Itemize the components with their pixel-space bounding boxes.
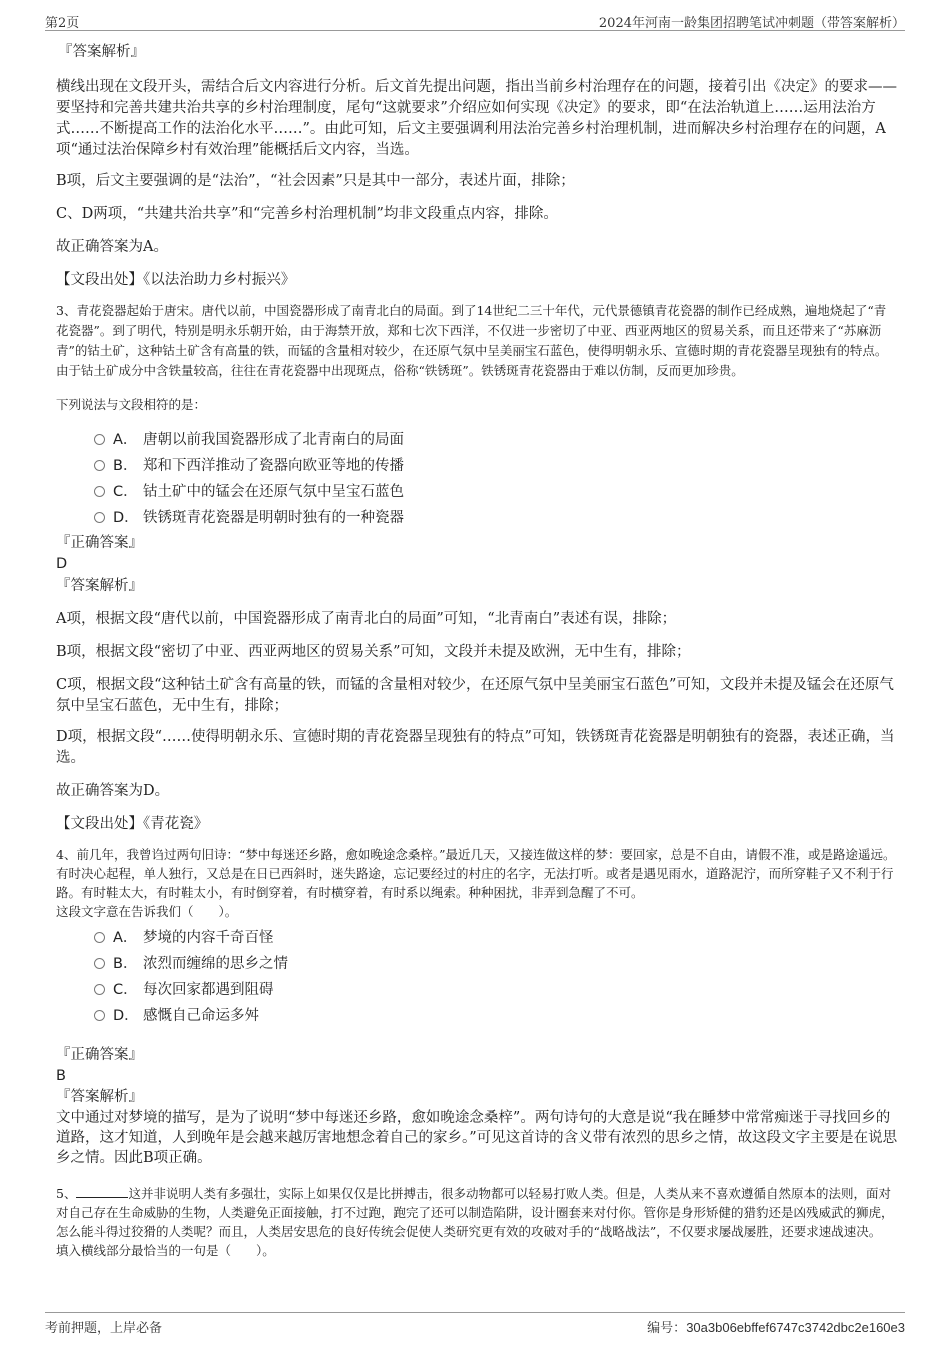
footer-code-label: 编号：	[647, 1321, 687, 1336]
q5-number: 5、	[56, 1186, 77, 1201]
radio-icon[interactable]	[94, 460, 105, 471]
page-header	[45, 10, 905, 31]
footer-slogan: 考前押题，上岸必备	[45, 1321, 163, 1336]
q3-option-c[interactable]: C． 钴土矿中的锰会在还原气氛中呈宝石蓝色	[94, 479, 898, 505]
footer-code-value: 30a3b06ebffef6747c3742dbc2e160e3	[686, 1320, 905, 1335]
q2-analysis-p1: 横线出现在文段开头，需结合后文内容进行分析。后文首先提出问题，指出当前乡村治理存在的问题，接着引出《决定》的要求——要坚持和完善共建共治共享的乡村治理制度，尾句“这就要求”介绍应如何实现《决定》的要求，即“在法治轨道上……运用法治方式……不断提高工作的法治化水平……”。由此可知，后文主要强调利用法治完善乡村治理机制，进而解决乡村治理存在的问题，A项“通过法治保障乡村有效治理”能概括后文内容，当选。	[56, 79, 897, 158]
radio-icon[interactable]	[94, 1010, 105, 1021]
q2-analysis-p3: C、D两项，“共建共治共享”和“完善乡村治理机制”均非文段重点内容，排除。	[56, 206, 558, 222]
q3-analysis-a: A项，根据文段“唐代以前，中国瓷器形成了南青北白的局面”可知，“北青南白”表述有误，排除；	[56, 611, 677, 627]
page-footer	[45, 1312, 905, 1335]
q3-analysis-b: B项，根据文段“密切了中亚、西亚两地区的贸易关系”可知，文段并未提及欧洲，无中生有，排除；	[56, 644, 691, 660]
q4-option-d[interactable]: D． 感慨自己命运多舛	[94, 1003, 898, 1029]
q4-analysis: 文中通过对梦境的描写，是为了说明“梦中每迷还乡路，愈如晚途念桑梓”。两句诗句的大意是说“我在睡梦中常常痴迷于寻找回乡的道路，这才知道，人到晚年是会越来越厉害地想念着自己的家乡。”可见这首诗的含义带有浓烈的思乡之情，故这段文字主要是在说思乡之情。因此B项正确。	[56, 1110, 898, 1166]
q4-options	[94, 925, 898, 1029]
q4-option-c[interactable]: C． 每次回家都遇到阻碍	[94, 977, 898, 1003]
q4-option-b[interactable]: B． 浓烈而缠绵的思乡之情	[94, 951, 898, 977]
q5-stem-text: 这并非说明人类有多强壮，实际上如果仅仅是比拼搏击，很多动物都可以轻易打败人类。但是，人类从来不喜欢遵循自然原本的法则，面对对自己存在生命威胁的生物，人类避免正面接触，打不过跑，跑完了还可以制造陷阱，设计圈套来对付你。管你是身形矫健的猎豹还是凶残威武的狮虎，怎么能斗得过狡猾的人类呢？而且，人类居安思危的良好传统会促使人类研究更有效的攻破对手的“战略战法”，不仅要求屡战屡胜，还要求速战速决。	[56, 1186, 894, 1239]
q2-analysis-p4: 故正确答案为A。	[56, 239, 168, 255]
q5-stem	[56, 1184, 898, 1241]
q4-answer-label: 『正确答案』	[56, 1047, 143, 1063]
q3-analysis-c: C项，根据文段“这种钴土矿含有高量的铁，而锰的含量相对较少，在还原气氛中呈美丽宝石蓝色”可知，文段并未提及锰会在还原气氛中呈宝石蓝色，无中生有，排除；	[56, 677, 894, 714]
page-number: 第2页	[45, 16, 80, 31]
q2-analysis-p2: B项，后文主要强调的是“法治”，“社会因素”只是其中一部分，表述片面，排除；	[56, 173, 575, 189]
q3-option-b[interactable]: B． 郑和下西洋推动了瓷器向欧亚等地的传播	[94, 453, 898, 479]
q2-source: 【文段出处】《以法治助力乡村振兴》	[56, 272, 296, 288]
q3-option-a[interactable]: A． 唐朝以前我国瓷器形成了北青南白的局面	[94, 427, 898, 453]
q4-question: 这段文字意在告诉我们（ ）。	[56, 904, 238, 919]
q3-stem: 3、青花瓷器起始于唐宋。唐代以前，中国瓷器形成了南青北白的局面。到了14世纪二三十年代，元代景德镇青花瓷器的制作已经成熟，遍地烧起了“青花瓷器”。到了明代，特别是明永乐朝开始，由于海禁开放，郑和七次下西洋，不仅进一步密切了中亚、西亚两地区的贸易关系，而且还带来了“苏麻沥青”的钴土矿，这种钴土矿含有高量的铁，而锰的含量相对较少，在还原气氛中呈美丽宝石蓝色，使得明朝永乐、宣德时期的青花瓷器呈现独有的特点。由于钴土矿成分中含铁量较高，往往在青花瓷器中出现斑点，俗称“铁锈斑”。铁锈斑青花瓷器由于难以仿制，反而更加珍贵。	[56, 303, 888, 378]
radio-icon[interactable]	[94, 984, 105, 995]
document-title: 2024年河南一龄集团招聘笔试冲刺题（带答案解析）	[598, 16, 905, 31]
page-content	[56, 42, 898, 1260]
radio-icon[interactable]	[94, 932, 105, 943]
q5-question: 填入横线部分最恰当的一句是（ ）。	[56, 1243, 275, 1258]
q3-analysis-d: D项，根据文段“……使得明朝永乐、宣德时期的青花瓷器呈现独有的特点”可知，铁锈斑青花瓷器是明朝独有的瓷器，表述正确，当选。	[56, 729, 895, 766]
q3-answer: D	[56, 556, 68, 572]
radio-icon[interactable]	[94, 434, 105, 445]
radio-icon[interactable]	[94, 958, 105, 969]
q3-analysis-label: 『答案解析』	[56, 578, 143, 594]
q2-analysis-label: 『答案解析』	[58, 44, 145, 60]
footer-code	[647, 1317, 905, 1336]
q4-option-a[interactable]: A． 梦境的内容千奇百怪	[94, 925, 898, 951]
q3-conclusion: 故正确答案为D。	[56, 783, 170, 799]
q3-source: 【文段出处】《青花瓷》	[56, 816, 209, 832]
radio-icon[interactable]	[94, 512, 105, 523]
q4-stem: 4、前几年，我曾诌过两句旧诗：“梦中每迷还乡路，愈如晚途念桑梓。”最近几天，又接连做这样的梦：要回家，总是不自由，请假不准，或是路途遥远。有时决心起程，单人独行，又总是在日已西斜时，迷失路途，忘记要经过的村庄的名字，无法打听。或者是遇见雨水，道路泥泞，而所穿鞋子又不利于行路。有时鞋太大，有时鞋太小，有时倒穿着，有时横穿着，有时系以绳索。种种困扰，非弄到急醒了不可。	[56, 847, 896, 900]
q3-option-d[interactable]: D． 铁锈斑青花瓷器是明朝时独有的一种瓷器	[94, 505, 898, 531]
q3-question: 下列说法与文段相符的是：	[56, 397, 207, 412]
q4-analysis-label: 『答案解析』	[56, 1089, 143, 1105]
radio-icon[interactable]	[94, 486, 105, 497]
q3-answer-label: 『正确答案』	[56, 535, 143, 551]
q4-answer: B	[56, 1068, 66, 1084]
q3-options	[94, 427, 898, 531]
q5-blank	[76, 1185, 128, 1198]
